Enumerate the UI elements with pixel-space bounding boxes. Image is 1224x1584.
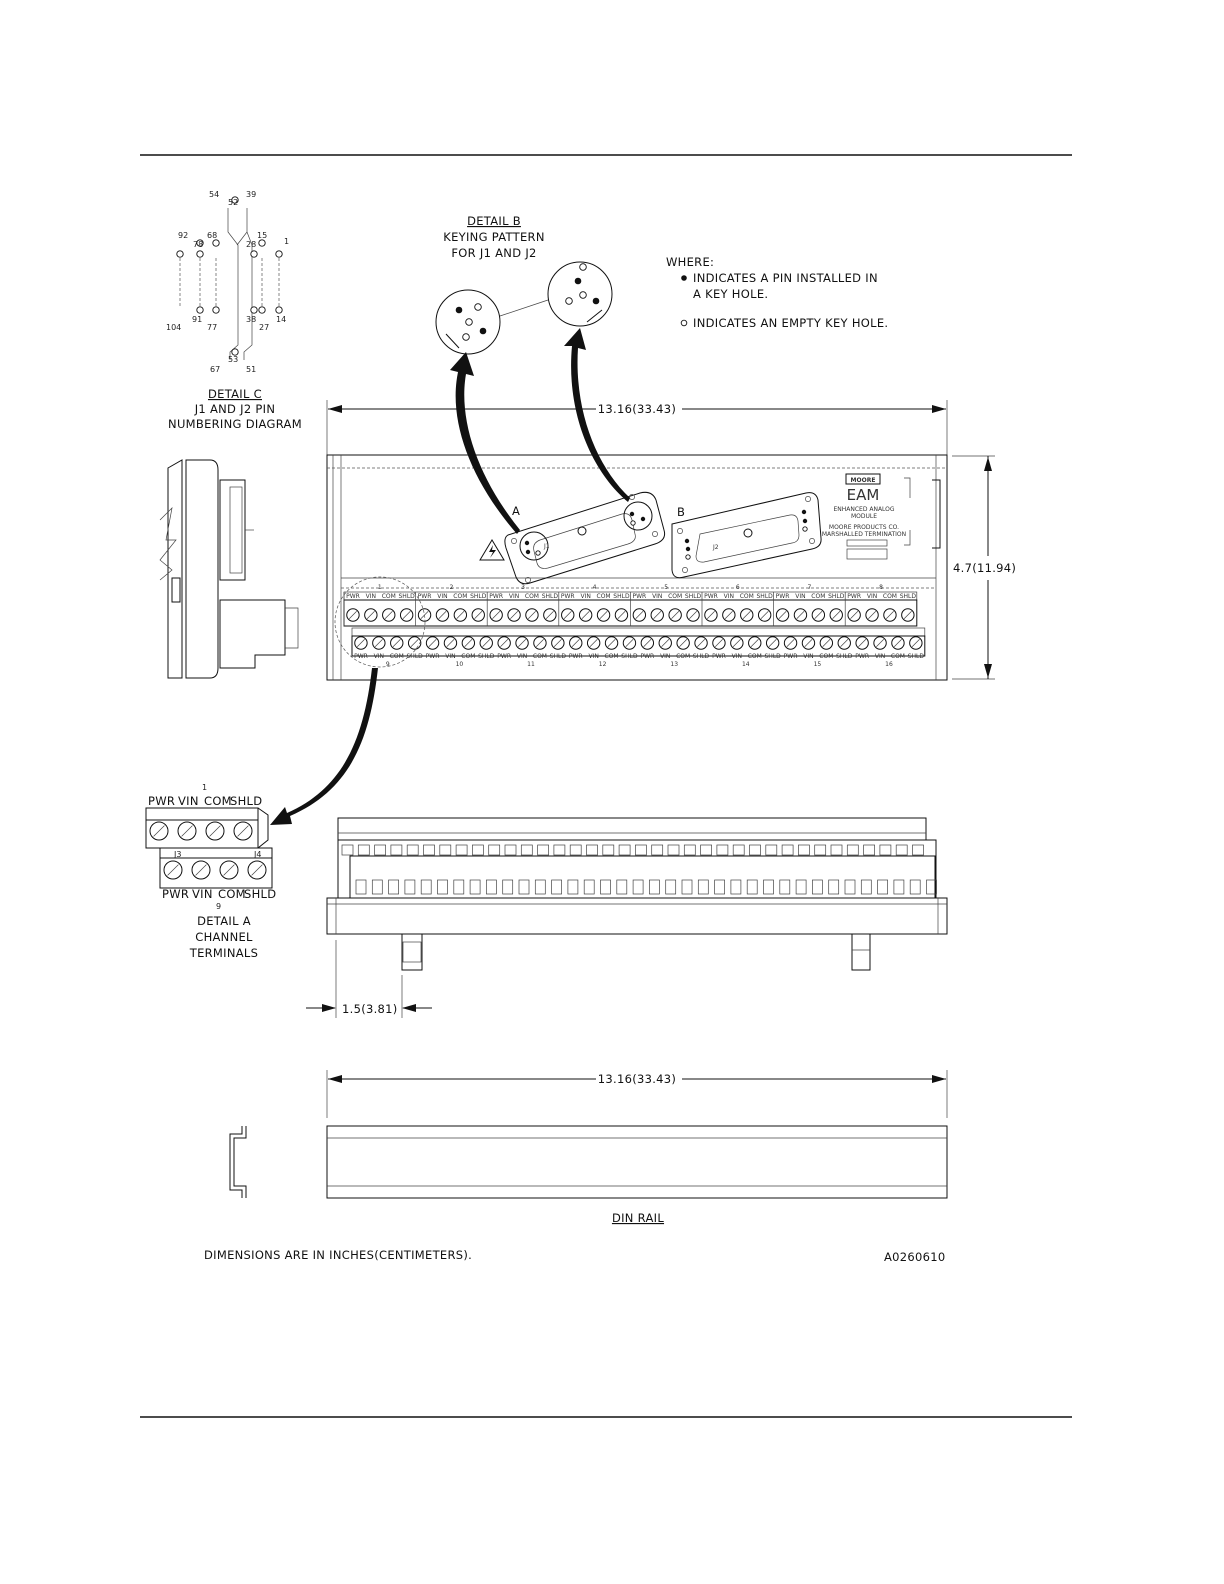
rail-width-value: 13.16(33.43) [597, 1072, 677, 1086]
desc4-label: MARSHALLED TERMINATION [821, 531, 907, 538]
top-channel-number: 4 [592, 584, 597, 591]
terminal-screw-icon [766, 637, 778, 649]
terminal-screw-icon [623, 637, 635, 649]
detail-a-top-label-pwr: PWR [148, 794, 176, 808]
detail-a-line2: CHANNEL [195, 930, 253, 944]
terminal-label: COM [890, 653, 905, 660]
top-channel-number: 7 [807, 584, 812, 591]
pin-label-38: 38 [246, 315, 257, 324]
connector-a-label: A [512, 504, 521, 518]
terminal-screw-icon [562, 609, 574, 621]
terminal-label: COM [668, 593, 683, 600]
pin-label-91: 91 [192, 315, 203, 324]
terminal-screw-icon [597, 609, 609, 621]
terminal-screw-icon [605, 637, 617, 649]
terminal-screw-icon [234, 822, 252, 840]
terminal-screw-icon [150, 822, 168, 840]
terminal-label: SHLD [478, 653, 495, 660]
pin-label-68: 68 [207, 231, 218, 240]
terminal-label: COM [524, 593, 539, 600]
pin-hole [276, 307, 282, 313]
terminal-screw-icon [892, 637, 904, 649]
connector-b [672, 493, 821, 578]
terminal-screw-icon [444, 637, 456, 649]
detail-a-bottom-channel: 9 [216, 902, 222, 911]
top-channel-number: 6 [735, 584, 740, 591]
pin-label-1: 1 [284, 237, 290, 246]
brand-label: MOORE [850, 477, 876, 484]
terminal-label: SHLD [828, 593, 845, 600]
terminal-label: PWR [632, 593, 647, 600]
terminal-label: SHLD [549, 653, 566, 660]
bottom-channel-number: 12 [598, 661, 607, 668]
pin-label-92: 92 [178, 231, 189, 240]
legend-item1-line2: A KEY HOLE. [693, 287, 769, 301]
terminal-label: VIN [660, 653, 671, 660]
terminal-screw-icon [902, 609, 914, 621]
pin-hole [177, 251, 183, 257]
terminal-screw-icon [355, 637, 367, 649]
detail-a-top-label-vin: VIN [178, 794, 199, 808]
pin-label-28: 28 [246, 240, 257, 249]
terminal-label: PWR [568, 653, 583, 660]
pin-label-104: 104 [166, 323, 182, 332]
detail-a-bottom-label-vin: VIN [192, 887, 213, 901]
offset-value: 1.5(3.81) [342, 1002, 398, 1016]
offset-dimension [306, 940, 432, 1018]
terminal-screw-icon [498, 637, 510, 649]
detail-a-top-label-com: COM [204, 794, 232, 808]
terminal-label: SHLD [756, 593, 773, 600]
pin-label-67: 67 [210, 365, 221, 374]
terminal-screw-icon [516, 637, 528, 649]
pin-label-27: 27 [259, 323, 270, 332]
terminal-screw-icon [848, 609, 860, 621]
terminal-label: PWR [560, 593, 575, 600]
terminal-screw-icon [705, 609, 717, 621]
terminal-screw-icon [731, 637, 743, 649]
connector-b-label: B [677, 505, 686, 519]
terminal-screw-icon [587, 637, 599, 649]
terminal-screw-icon [669, 609, 681, 621]
j1-label: J1 [544, 543, 550, 550]
terminal-screw-icon [472, 609, 484, 621]
terminal-label: SHLD [692, 653, 710, 660]
terminal-screw-icon [758, 609, 770, 621]
empty-hole-icon [681, 320, 687, 326]
drawing-number: A0260610 [884, 1250, 946, 1264]
pin-label-15: 15 [257, 231, 268, 240]
bottom-channel-number: 16 [885, 661, 893, 668]
terminal-screw-icon [713, 637, 725, 649]
terminal-label: PWR [497, 653, 512, 660]
bottom-channel-number: 14 [741, 661, 750, 668]
terminal-screw-icon [570, 637, 582, 649]
pin-hole [251, 307, 257, 313]
detail-b-title: DETAIL B [467, 214, 521, 228]
terminal-label: VIN [652, 593, 663, 600]
terminal-screw-icon [365, 609, 377, 621]
nameplate [822, 474, 940, 559]
pin-hole [259, 307, 265, 313]
pin-label-14: 14 [276, 315, 287, 324]
pin-hole [259, 240, 265, 246]
terminal-label: COM [739, 593, 754, 600]
j2-label: J2 [713, 544, 719, 551]
terminal-screw-icon [391, 637, 403, 649]
terminal-label: VIN [795, 593, 806, 600]
terminal-screw-icon [802, 637, 814, 649]
terminal-screw-icon [910, 637, 922, 649]
terminal-screw-icon [490, 609, 502, 621]
top-width-value: 13.16(33.43) [597, 402, 677, 416]
terminal-screw-icon [776, 609, 788, 621]
terminal-label: COM [676, 653, 691, 660]
terminal-label: VIN [866, 593, 878, 600]
terminal-label: VIN [723, 593, 735, 600]
terminal-label: PWR [847, 593, 862, 600]
terminal-screw-icon [749, 637, 761, 649]
terminal-label: VIN [803, 653, 814, 660]
terminal-screw-icon [677, 637, 689, 649]
terminal-label: VIN [437, 593, 448, 600]
legend-heading: WHERE: [666, 255, 715, 269]
terminal-screw-icon [462, 637, 474, 649]
model-label: EAM [846, 486, 880, 504]
detail-b-line2: KEYING PATTERN [443, 230, 545, 244]
detail-c-line3: NUMBERING DIAGRAM [168, 417, 302, 431]
terminal-label: VIN [588, 653, 599, 660]
terminal-screw-icon [838, 637, 850, 649]
terminal-label: VIN [731, 653, 743, 660]
bottom-channel-number: 11 [527, 661, 535, 668]
terminal-screw-icon [633, 609, 645, 621]
height-value: 4.7(11.94) [953, 561, 1017, 575]
pin-hole [197, 251, 203, 257]
pin-label-78: 78 [193, 240, 204, 249]
terminal-screw-icon [192, 861, 210, 879]
bottom-channel-number: 15 [813, 661, 822, 668]
terminal-label: COM [747, 653, 762, 660]
terminal-screw-icon [164, 861, 182, 879]
terminal-screw-icon [178, 822, 196, 840]
terminal-screw-icon [206, 822, 224, 840]
terminal-label: COM [604, 653, 619, 660]
terminal-screw-icon [436, 609, 448, 621]
bottom-channel-number: 13 [670, 661, 679, 668]
terminal-label: COM [453, 593, 468, 600]
terminal-label: VIN [508, 593, 520, 600]
detail-a-title: DETAIL A [197, 914, 251, 928]
terminal-label: VIN [365, 593, 377, 600]
terminal-screw-icon [741, 609, 753, 621]
terminal-screw-icon [884, 609, 896, 621]
module-side-view [160, 460, 298, 678]
detail-a-top-channel: 1 [202, 783, 208, 792]
terminal-label: PWR [417, 593, 432, 600]
desc3-label: MOORE PRODUCTS CO. [828, 524, 900, 531]
legend-item1-line1: INDICATES A PIN INSTALLED IN [693, 271, 878, 285]
terminal-screw-icon [552, 637, 564, 649]
terminal-label: SHLD [613, 593, 630, 600]
terminal-label: SHLD [541, 593, 558, 600]
terminal-screw-icon [383, 609, 395, 621]
terminal-label: PWR [855, 653, 870, 660]
bottom-channel-number: 9 [385, 661, 390, 668]
terminal-screw-icon [784, 637, 796, 649]
terminal-screw-icon [687, 609, 699, 621]
detail-b-keying-pattern [436, 214, 612, 354]
pin-label-39: 39 [246, 190, 257, 199]
height-dimension [952, 456, 1016, 679]
desc1-label: ENHANCED ANALOG [833, 506, 895, 513]
pin-label-54: 54 [209, 190, 220, 199]
terminal-label: VIN [445, 653, 456, 660]
top-channel-number: 1 [377, 584, 382, 591]
terminal-label: VIN [516, 653, 528, 660]
terminal-screw-icon [695, 637, 707, 649]
terminal-screw-icon [856, 637, 868, 649]
terminal-label: VIN [580, 593, 591, 600]
top-width-dimension [327, 400, 947, 455]
terminal-screw-icon [400, 609, 412, 621]
terminal-screw-icon [794, 609, 806, 621]
detail-a-bottom-label-pwr: PWR [162, 887, 190, 901]
terminal-label: PWR [425, 653, 440, 660]
terminal-label: SHLD [398, 593, 415, 600]
terminal-label: SHLD [684, 593, 702, 600]
terminal-screw-icon [579, 609, 591, 621]
legend [666, 255, 888, 330]
terminal-label: PWR [346, 593, 360, 600]
terminal-label: SHLD [899, 593, 916, 600]
terminal-label: COM [819, 653, 834, 660]
terminal-screw-icon [526, 609, 538, 621]
terminal-screw-icon [220, 861, 238, 879]
terminal-screw-icon [426, 637, 438, 649]
pin-hole [197, 307, 203, 313]
detail-b-line3: FOR J1 AND J2 [451, 246, 537, 260]
terminal-label: COM [381, 593, 396, 600]
terminal-screw-icon [651, 609, 663, 621]
terminal-label: COM [532, 653, 547, 660]
bottom-channel-number: 10 [455, 661, 464, 668]
pin-label-53: 53 [228, 355, 239, 364]
terminal-screw-icon [812, 609, 824, 621]
terminal-strip [344, 584, 925, 668]
terminal-screw-icon [454, 609, 466, 621]
terminal-label: PWR [489, 593, 504, 600]
desc2-label: MODULE [850, 513, 878, 520]
top-channel-number: 8 [879, 584, 883, 591]
detail-a-channel-terminals [146, 783, 276, 960]
terminal-label: VIN [874, 653, 886, 660]
terminal-screw-icon [874, 637, 886, 649]
terminal-screw-icon [723, 609, 735, 621]
terminal-screw-icon [480, 637, 492, 649]
terminal-screw-icon [820, 637, 832, 649]
detail-a-j3: J3 [174, 850, 182, 859]
detail-a-bottom-label-shld: SHLD [244, 887, 277, 901]
din-rail [230, 1070, 947, 1225]
pin-label-52: 52 [228, 198, 239, 207]
terminal-screw-icon [508, 609, 520, 621]
top-channel-number: 3 [521, 584, 525, 591]
terminal-label: SHLD [406, 653, 423, 660]
terminal-label: PWR [354, 653, 368, 660]
terminal-label: SHLD [470, 593, 487, 600]
terminal-screw-icon [615, 609, 627, 621]
terminal-label: PWR [640, 653, 655, 660]
terminal-screw-icon [659, 637, 671, 649]
terminal-label: COM [596, 593, 611, 600]
module-front-view [327, 455, 947, 680]
terminal-label: COM [882, 593, 897, 600]
terminal-screw-icon [641, 637, 653, 649]
terminal-label: SHLD [836, 653, 853, 660]
detail-a-bottom-label-com: COM [218, 887, 246, 901]
arrow-to-detail-a [270, 668, 378, 825]
detail-a-j4: J4 [254, 850, 262, 859]
legend-item2: INDICATES AN EMPTY KEY HOLE. [693, 316, 889, 330]
top-channel-number: 2 [449, 584, 454, 591]
terminal-screw-icon [248, 861, 266, 879]
pin-hole [213, 240, 219, 246]
pin-label-77: 77 [207, 323, 218, 332]
terminal-screw-icon [373, 637, 385, 649]
terminal-label: PWR [712, 653, 726, 660]
terminal-label: COM [461, 653, 476, 660]
terminal-label: PWR [775, 593, 790, 600]
terminal-screw-icon [544, 609, 556, 621]
top-channel-number: 5 [664, 584, 669, 591]
din-rail-profile [234, 1126, 246, 1198]
pin-hole [213, 307, 219, 313]
filled-pin-icon [681, 275, 687, 281]
pin-hole [251, 251, 257, 257]
terminal-label: COM [389, 653, 404, 660]
callout-arrows [270, 328, 630, 825]
detail-c-title: DETAIL C [207, 387, 263, 401]
terminal-label: SHLD [907, 653, 924, 660]
detail-a-line3: TERMINALS [189, 946, 259, 960]
detail-c-pin-diagram [166, 190, 302, 431]
terminal-label: COM [811, 593, 826, 600]
pin-hole [276, 251, 282, 257]
detail-a-top-label-shld: SHLD [230, 794, 263, 808]
arrow-to-j1-key [450, 352, 520, 534]
terminal-screw-icon [534, 637, 546, 649]
din-rail-label: DIN RAIL [611, 1211, 665, 1225]
terminal-screw-icon [347, 609, 359, 621]
pin-label-51: 51 [246, 365, 257, 374]
module-bottom-elevation [327, 818, 947, 970]
terminal-screw-icon [830, 609, 842, 621]
units-note: DIMENSIONS ARE IN INCHES(CENTIMETERS). [204, 1248, 473, 1262]
detail-c-line2: J1 AND J2 PIN [194, 402, 276, 416]
terminal-label: SHLD [764, 653, 781, 660]
terminal-screw-icon [866, 609, 878, 621]
terminal-label: PWR [704, 593, 718, 600]
terminal-label: SHLD [621, 653, 638, 660]
connector-a [505, 492, 665, 583]
terminal-label: VIN [373, 653, 385, 660]
terminal-screw-icon [408, 637, 420, 649]
terminal-label: PWR [783, 653, 798, 660]
